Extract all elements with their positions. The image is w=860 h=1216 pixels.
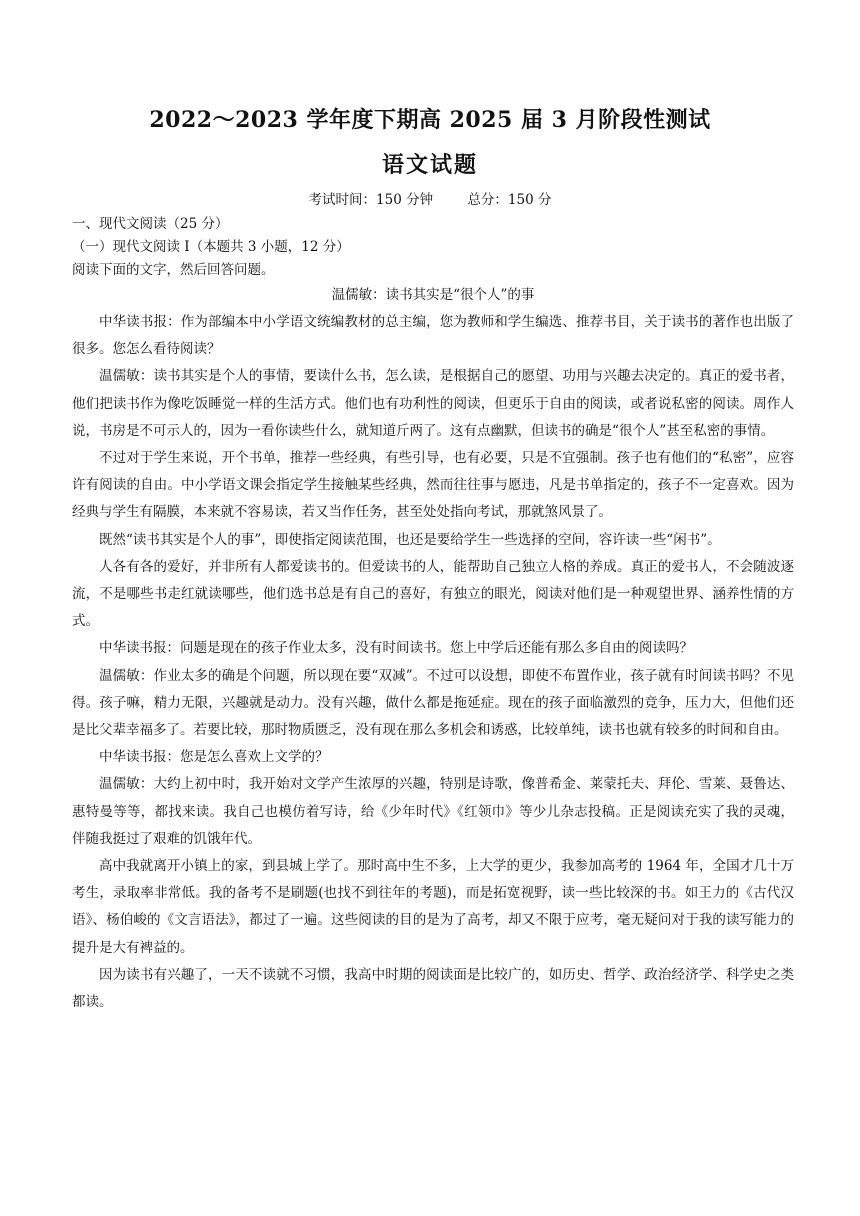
exam-content	[72, 213, 794, 1016]
paragraph: 既然“读书其实是个人的事”，即使指定阅读范围，也还是要给学生一些选择的空间，容许读一些“闲书”。	[99, 531, 721, 548]
subject-title: 语文试题	[381, 152, 478, 178]
paragraph: 中华读书报：问题是现在的孩子作业太多，没有时间读书。您上中学后还能有那么多自由的阅读吗？	[99, 640, 693, 657]
paragraph: 中华读书报：作为部编本中小学语文统编教材的总主编，您为教师和学生编选、推荐书目，关于读书的著作也出版了很多。您怎么看待阅读？	[72, 314, 794, 358]
section-heading: 一、现代文阅读（25 分）	[72, 216, 229, 232]
paragraph: 人各有各的爱好，并非所有人都爱读书的。但爱读书的人，能帮助自己独立人格的养成。真正的爱书人，不会随波逐流，不是哪些书走红就读哪些，他们选书总是有自己的喜好，有独立的眼光，阅读对他们是一种观望世界、涵养性情的方式。	[72, 558, 794, 630]
paragraph: 温儒敏：大约上初中时，我开始对文学产生浓厚的兴趣，特别是诗歌，像普希金、莱蒙托夫、拜伦、雪莱、聂鲁达、惠特曼等等，都找来读。我自己也模仿着写诗，给《少年时代》《红领巾》等少儿杂志投稿。正是阅读充实了我的灵魂，伴随我挺过了艰难的饥饿年代。	[72, 776, 794, 847]
exam-meta	[0, 188, 860, 208]
total-score: 总分：150 分	[467, 192, 552, 208]
paragraph: 不过对于学生来说，开个书单，推荐一些经典，有些引导，也有必要，只是不宜强制。孩子也有他们的“私密”，应容许有阅读的自由。中小学语文课会指定学生接触某些经典，然而往往事与愿违，凡是书单指定的，孩子不一定喜欢。因为经典与学生有隔膜，本来就不容易读，若又当作任务，甚至处处指向考试，那就煞风景了。	[72, 450, 794, 521]
exam-time: 考试时间：150 分钟	[308, 192, 434, 208]
paragraph: 温儒敏：读书其实是个人的事情，要读什么书，怎么读，是根据自己的愿望、功用与兴趣去决定的。真正的爱书者，他们把读书作为像吃饭睡觉一样的生活方式。他们也有功利性的阅读，但更乐于自由的阅读，或者说私密的阅读。周作人说，书房是不可示人的，因为一看你读些什么，就知道斤两了。这有点幽默，但读书的确是“很个人”甚至私密的事情。	[72, 368, 794, 439]
paragraph: 温儒敏：作业太多的确是个问题，所以现在要“双减”。不过可以设想，即使不布置作业，孩子就有时间读书吗？不见得。孩子嘛，精力无限，兴趣就是动力。没有兴趣，做什么都是拖延症。现在的孩子面临激烈的竞争，压力大，但他们还是比父辈幸福多了。若要比较，那时物质匮乏，没有现在那么多机会和诱惑，比较单纯，读书也就有较多的时间和自由。	[72, 667, 794, 739]
paragraph: 因为读书有兴趣了，一天不读就不习惯，我高中时期的阅读面是比较广的，如历史、哲学、政治经济学、科学史之类都读。	[72, 966, 794, 1011]
section-subheading: （一）现代文阅读 I（本题共 3 小题，12 分）	[72, 239, 350, 255]
reading-instruction: 阅读下面的文字，然后回答问题。	[72, 262, 275, 278]
paragraph: 中华读书报：您是怎么喜欢上文学的？	[99, 749, 329, 766]
paragraph: 高中我就离开小镇上的家，到县城上学了。那时高中生不多，上大学的更少，我参加高考的 1964 年，全国才几十万考生，录取率非常低。我的备考不是刷题(也找不到往年的考题)，而是拓宽视野，读一些比较深的书。如王力的《古代汉语》、杨伯峻的《文言语法》，都过了一遍。这些阅读的目的是为了高考，却又不限于应考，毫无疑问对于我的读写能力的提升是大有裨益的。	[72, 858, 794, 956]
article-title: 温儒敏：读书其实是“很个人”的事	[331, 287, 535, 303]
exam-title: 2022～2023 学年度下期高 2025 届 3 月阶段性测试	[149, 107, 711, 133]
